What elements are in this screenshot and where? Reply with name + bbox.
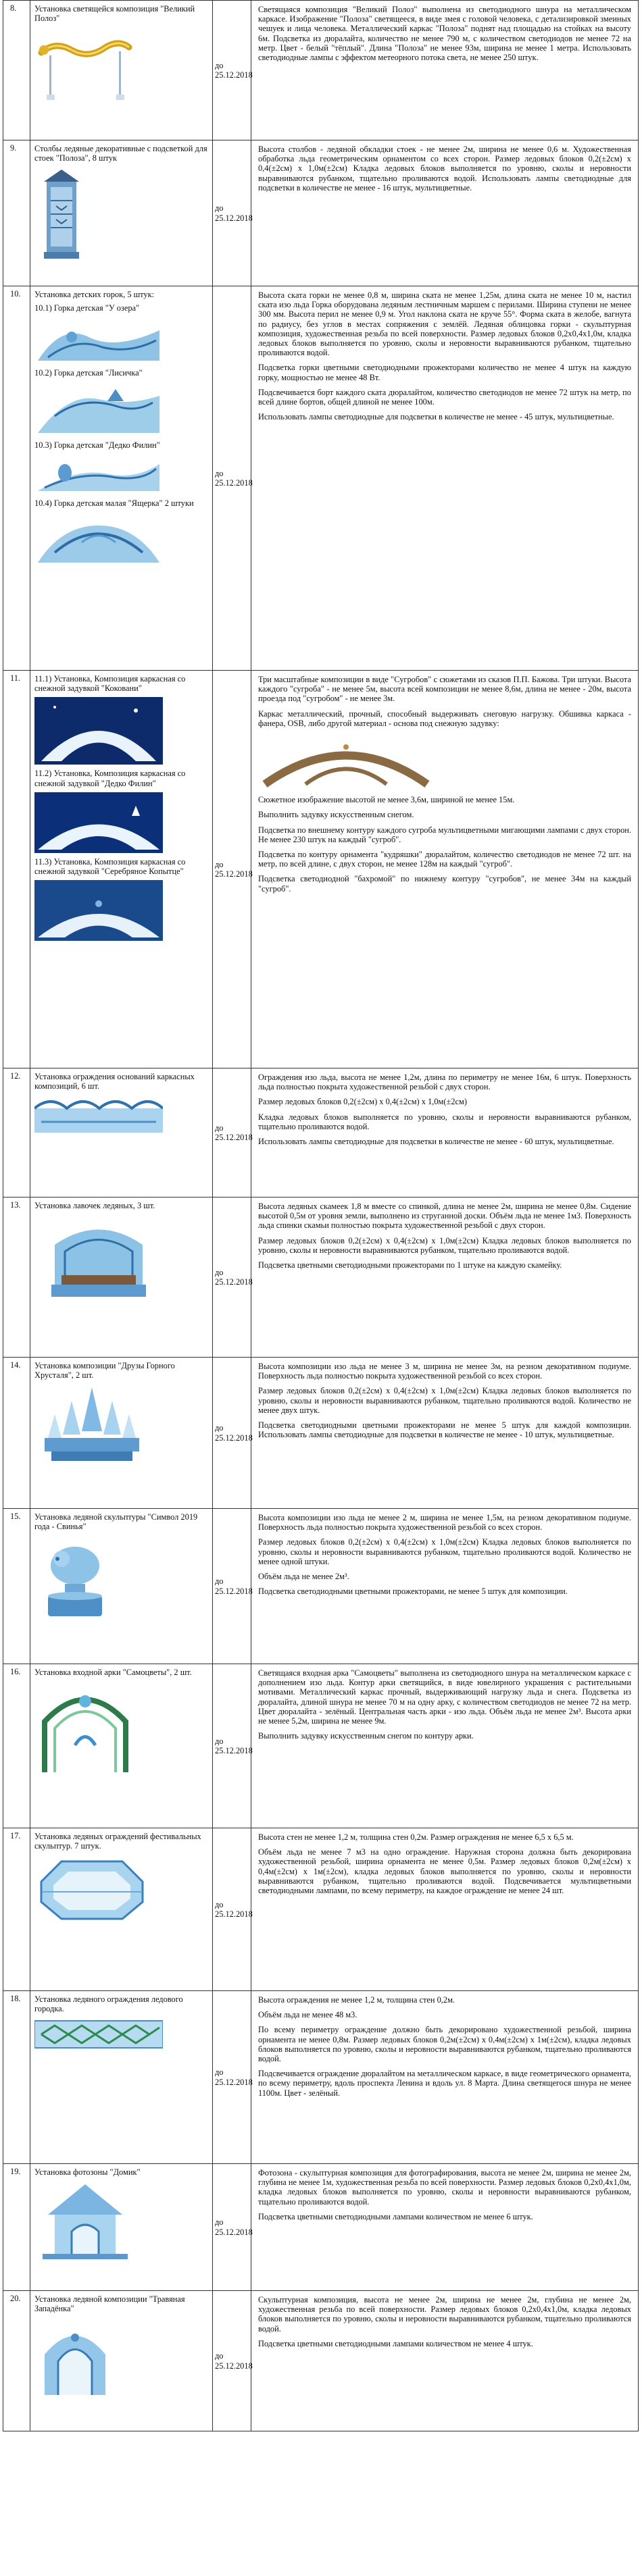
description: Высота ската горки не менее 0,8 м, ширина ската не менее 1,25м, длина ската не менее 10 м, настил ската изо льда Горка оборудована ледяным лестничным маршем с перилами. Ширина ступени не менее 300 мм. Высота перил не менее 0,9 м. Угол наклона ската не круче 55°. Форма ската в желобе, вагнута по радиусу, без углов в местах сопряжения с землёй. Ледяная облицовка горки - скульптурная композиция, художественная резьба по всей поверхности. Размер ледовых блоков 0,2х0,4х1,0м, кладка ледовых блоков выполняется по уровню, сколы и неровности выравниваются рубанком, тщательно проливаются водой. Подсветка горки цветными светодиодными прожекторами количество не менее 4 штук на каждую горку, мощностью не менее 48 Вт. Подсвечивается борт каждого ската дюралайтом, количество светодиодов не менее 72 штук на метр, по всей длине бортов, общей длиной не менее 100м. Использовать лампы светодиодные для подсветки в количестве не менее - 45 штук, мультицветные. — [251, 286, 639, 671]
sub-item-name: 10.2) Горка детская "Лисичка" — [34, 368, 143, 378]
deadline: до 25.12.2018 — [213, 1068, 251, 1197]
table-row — [3, 1, 639, 140]
table-row — [3, 1197, 639, 1358]
snowdrift-kokovani-image — [34, 697, 208, 765]
table-row — [3, 286, 639, 671]
snowdrift-owl-image — [34, 792, 208, 853]
ice-bench-image — [34, 1214, 208, 1302]
sub-item-name: 10.4) Горка детская малая "Ящерка" 2 штуки — [34, 498, 194, 508]
item-name-cell — [30, 286, 213, 671]
item-name-cell — [30, 1358, 213, 1509]
description: Высота композиции изо льда не менее 3 м, ширина не менее 3м, на резном декоративном подиуме. Поверхность льда полностью покрыта художественной резьбой со всех сторон. Размер ледовых блоков 0,2(±2см) х 0,4(±2см) х 1,0м(±2см) Кладка ледовых блоков выполняется по уровню, сколы и неровности выравниваются рубанком, тщательно проливаются водой. Количество не менее двух штук. Подсветка светодиодными цветными прожекторами не менее 5 штук для каждой композиции. Использовать лампы светодиодные для подсветки в количестве не менее - 10 штук, мультицветные. — [251, 1358, 639, 1509]
deadline: до 25.12.2018 — [213, 2164, 251, 2291]
ice-composition-image — [34, 2317, 208, 2398]
row-number: 13. — [3, 1197, 30, 1358]
item-name: Установка лавочек ледяных, 3 шт. — [34, 1201, 155, 1210]
row-number: 20. — [3, 2291, 30, 2431]
deadline: до 25.12.2018 — [213, 1197, 251, 1358]
deadline: до 25.12.2018 — [213, 671, 251, 1068]
snowdrift-silver-hoof-image — [34, 880, 208, 941]
town-fence-image — [34, 2017, 208, 2051]
deadline: до 25.12.2018 — [213, 1664, 251, 1828]
item-name: Установка входной арки "Самоцветы", 2 шт. — [34, 1668, 192, 1677]
specification-table — [3, 0, 639, 2431]
item-name: Установка ледяной композиции "Травяная Западёнка" — [34, 2294, 185, 2314]
item-name: Установка фотозоны "Домик" — [34, 2167, 141, 2177]
description: Ограждения изо льда, высота не менее 1,2м, длина по периметру не менее 16м, 6 штук. Поверхность льда полностью покрыта художественной резьбой с двух сторон. Размер ледовых блоков 0,2(±2см) х 0,4(±2см) х 1,0м(±2см) Кладка ледовых блоков выполняется по уровню, сколы и неровности выравниваются рубанком, тщательно проливаются водой. Использовать лампы светодиодные для подсветки в количестве не менее - 60 штук, мультицветные. — [251, 1068, 639, 1197]
deadline: до 25.12.2018 — [213, 1991, 251, 2164]
table-row — [3, 1991, 639, 2164]
arch-sketch-image — [258, 733, 631, 790]
item-name-cell — [30, 140, 213, 286]
item-name: Установка детских горок, 5 штук: — [34, 290, 155, 299]
row-number: 17. — [3, 1828, 30, 1991]
row-number: 15. — [3, 1509, 30, 1664]
deadline: до 25.12.2018 — [213, 1358, 251, 1509]
row-number: 16. — [3, 1664, 30, 1828]
deadline: до 25.12.2018 — [213, 140, 251, 286]
item-name: Установка ледяного ограждения ледового городка. — [34, 1994, 183, 2014]
item-name-cell — [30, 1509, 213, 1664]
row-number: 14. — [3, 1358, 30, 1509]
description: Светящаяся входная арка "Самоцветы" выполнена из светодиодного шнура на металлическом каркасе с дополнением изо льда. Контур арки светящийся, в виде ювелирного украшения с растительными мотивами. Металлический каркас прочный, выдерживающий нагрузку льда и снега. Подсветка из дюралайта, длиной шнура не менее 70 м на одну арку, с количеством светодиодов не менее 72 на метр. Цвет дюралайта - зелёный. Центральная часть арки - изо льда. Объём льда не менее 2м³. Высота арки не менее 5,2м, ширина не менее 9м. Выполнить задувку искусственным снегом по контуру арки. — [251, 1664, 639, 1828]
crystal-druse-image — [34, 1384, 208, 1465]
row-number: 11. — [3, 671, 30, 1068]
item-name-cell — [30, 1991, 213, 2164]
serpent-composition-image — [34, 27, 208, 108]
row-number: 10. — [3, 286, 30, 671]
deadline: до 25.12.2018 — [213, 286, 251, 671]
description: Высота ледяных скамеек 1,8 м вместе со спинкой, длина не менее 2м, ширина не менее 0,8м. Сидение высотой 0,5м от уровня земли, выполнено из струганной доски. Объём льда не менее 1м3. Поверхность льда спинки скамьи полностью покрыта художественной резьбой с двух сторон. Размер ледовых блоков 0,2(±2см) х 0,4(±2см) х 1,0м(±2см) Кладка ледовых блоков выполняется по уровню, сколы и неровности выравниваются рубанком, тщательно проливаются водой. Подсветка цветными светодиодными прожекторами по 1 штуке на каждую скамейку. — [251, 1197, 639, 1358]
deadline: до 25.12.2018 — [213, 1509, 251, 1664]
entrance-arch-image — [34, 1681, 208, 1776]
item-name: Установка композиции "Друзы Горного Хрусталя", 2 шт. — [34, 1361, 175, 1381]
item-name-cell — [30, 1, 213, 140]
table-row — [3, 1068, 639, 1197]
item-name: Столбы ледяные декоративные с подсветкой для стоек "Полоза", 8 штук — [34, 144, 207, 163]
item-name-cell — [30, 1068, 213, 1197]
slide-owl-image — [34, 454, 208, 494]
table-row — [3, 2291, 639, 2431]
item-name-cell — [30, 2291, 213, 2431]
sub-item-name: 10.1) Горка детская "У озера" — [34, 303, 140, 313]
description: Высота стен не менее 1,2 м, толщина стен 0,2м. Размер ограждения не менее 6,5 х 6,5 м. Объём льда не менее 7 м3 на одно ограждение. Наружная сторона должна быть декорирована художественной резьбой, ширина орнамента не менее 0,5м. Размер ледовых блоков 0,2м(±2см) х 0,4м(±2см) х 1м(±2см), кладка ледовых блоков выполняется по уровню, сколы и неровности выравниваются рубанком, тщательно проливаются водой. Подсвечивается мультицветными светодиодными лампами, по всему периметру, на каждое ограждение не менее 24 шт. — [251, 1828, 639, 1991]
table-row — [3, 1664, 639, 1828]
table-row — [3, 1828, 639, 1991]
table-row — [3, 1509, 639, 1664]
item-name-cell — [30, 1197, 213, 1358]
table-row — [3, 2164, 639, 2291]
item-name-cell — [30, 1828, 213, 1991]
row-number: 19. — [3, 2164, 30, 2291]
item-name: Установка светящейся композиция "Великий Полоз" — [34, 4, 195, 24]
sub-item-name: 11.3) Установка, Композиция каркасная со снежной задувкой "Серебряное Копытце" — [34, 856, 186, 877]
sub-item-name: 11.1) Установка, Композиция каркасная со снежной задувкой "Коковани" — [34, 674, 186, 694]
photo-zone-house-image — [34, 2181, 208, 2262]
ice-fence-image — [34, 1095, 208, 1135]
table-row — [3, 1358, 639, 1509]
slide-fox-image — [34, 382, 208, 436]
row-number: 12. — [3, 1068, 30, 1197]
row-number: 9. — [3, 140, 30, 286]
slide-lake-image — [34, 317, 208, 364]
item-name: Установка ледяных ограждений фестивальных скульптур. 7 штук. — [34, 1832, 201, 1851]
item-name: Установка ограждения оснований каркасных композиций, 6 шт. — [34, 1072, 195, 1091]
description: Высота ограждения не менее 1,2 м, толщина стен 0,2м. Объём льда не менее 48 м3. По всему периметру ограждение должно быть декорировано художественной резьбой, ширина орнамента не менее 0,8м. Размер ледовых блоков 0,2м(±2см) х 0,4м(±2см) х 1м(±2см), кладка ледовых блоков выполняется по уровню, сколы и неровности выравниваются рубанком, тщательно проливаются водой. Подсвечивается ограждение дюралайтом на металлическом каркасе, в виде геометрического орнамента, по всему периметру, вдоль проспекта Ленина и вдоль ул. 8 Марта. Длина светящегося шнура не менее 1100м. Цвет - зелёный. — [251, 1991, 639, 2164]
ice-pillar-image — [34, 167, 208, 261]
item-name-cell — [30, 671, 213, 1068]
table-row — [3, 140, 639, 286]
description: Светящаяся композиция "Великий Полоз" выполнена из светодиодного шнура на металлическом каркасе. Изображение "Полоза" светящееся, в виде змея с головой человека, с детализировкой змеиных чешуек и лица человека. Металлический каркас "Полоза" поднят над площадью на стойках на высоту 6м. Подсветка из дюралайта, количество не менее 790 м, с количеством светодиодов не менее 72 на метр. Цвет - белый "тёплый". Длина "Полоза" не менее 93м, ширина не менее 1 метра. Использовать светодиодные лампы с эффектом метеорного потока света, не менее 250 штук. — [251, 1, 639, 140]
deadline: до 25.12.2018 — [213, 1, 251, 140]
table-row — [3, 671, 639, 1068]
sub-item-name: 10.3) Горка детская "Дедко Филин" — [34, 440, 160, 450]
item-name: Установка ледяной скульптуры "Символ 2019 года - Свинья" — [34, 1512, 198, 1532]
pig-sculpture-image — [34, 1535, 208, 1623]
slide-lizard-image — [34, 512, 208, 566]
item-name-cell — [30, 2164, 213, 2291]
sub-item-name: 11.2) Установка, Композиция каркасная со снежной задувкой "Дедко Филин" — [34, 769, 186, 788]
item-name-cell — [30, 1664, 213, 1828]
deadline: до 25.12.2018 — [213, 2291, 251, 2431]
description: Три масштабные композиции в виде "Сугробов" с сюжетами из сказов П.П. Бажова. Три штуки. Высота каждого "сугроба" - не менее 5м, высота всей композиции не менее 8,6м, длина не менее - 20м, высота проезда под "сугробом" - не менее 3м. Каркас металлический, прочный, способный выдерживать снеговую нагрузку. Обшивка каркаса - фанера, OSB, либо другой материал - основа под снежную задувку: Сюжетное изображение высотой не менее 3,6м, шириной не менее 15м. Выполнить задувку искусственным снегом. Подсветка по внешнему контуру каждого сугроба мультицветными мигающими лампами с двух сторон. Не менее 230 штук на каждый "сугроб". Подсветка по контуру орнамента "кудряшки" дюралайтом, количество светодиодов не менее 72 шт. на метр, по всей длине, с двух сторон, не менее 128м на каждый "сугроб". Подсветка светодиодной "бахромой" по нижнему контуру "сугробов", не менее 34м на каждый "сугроб". — [251, 671, 639, 1068]
octagonal-fence-image — [34, 1855, 208, 1922]
row-number: 18. — [3, 1991, 30, 2164]
row-number: 8. — [3, 1, 30, 140]
description: Фотозона - скульптурная композиция для фотографирования, высота не менее 2м, ширина не менее 2м, глубина не менее 1м, художественная резьба по всей поверхности. Размер ледовых блоков 0,2х0,4х1,0м, кладка ледовых блоков выполняется по уровню, сколы и неровности выравниваются рубанком, тщательно проливаются водой. Подсветка цветными светодиодными лампами количеством не менее 6 штук. — [251, 2164, 639, 2291]
description: Высота композиции изо льда не менее 2 м, ширина не менее 1,5м, на резном декоративном подиуме. Поверхность льда полностью покрыта художественной резьбой со всех сторон. Размер ледовых блоков 0,2(±2см) х 0,4(±2см) х 1,0м(±2см) Кладка ледовых блоков выполняется по уровню, сколы и неровности выравниваются рубанком, тщательно проливаются водой. Количество не менее одной штуки. Объём льда не менее 2м³. Подсветка светодиодными цветными прожекторами, не менее 5 штук для композиции. — [251, 1509, 639, 1664]
deadline: до 25.12.2018 — [213, 1828, 251, 1991]
description: Высота столбов - ледяной обкладки стоек - не менее 2м, ширина не менее 0,6 м. Художественная обработка льда геометрическим орнаментом со всех сторон. Размер ледовых блоков 0,2(±2см) х 0,4(±2см) х 1,0м(±2см) Кладка ледовых блоков выполняется по уровню, сколы и неровности выравниваются рубанком, тщательно проливаются водой. Использовать лампы светодиодные для подсветки в количестве не менее - 16 штук, мультицветные. — [251, 140, 639, 286]
description: Скульптурная композиция, высота не менее 2м, ширина не менее 2м, глубина не менее 2м, художественная резьба по всей поверхности. Размер ледовых блоков 0,2х0,4х1,0м, кладка ледовых блоков выполняется по уровню, сколы и неровности выравниваются рубанком, тщательно проливаются водой. Подсветка цветными светодиодными лампами количеством не менее 4 штук. — [251, 2291, 639, 2431]
